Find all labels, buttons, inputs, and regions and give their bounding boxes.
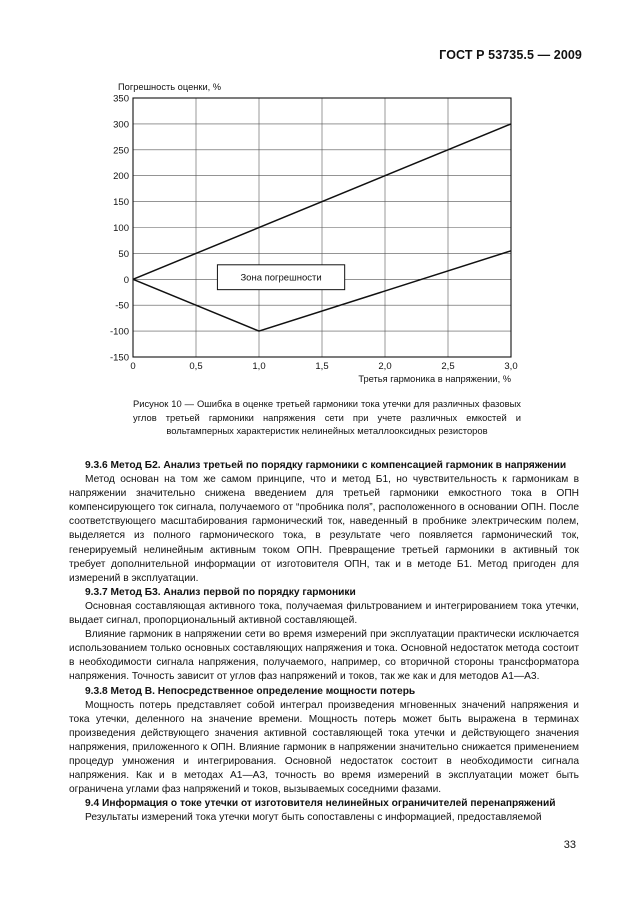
x-tick-label: 2,5 xyxy=(441,361,455,372)
y-tick-label: 0 xyxy=(123,274,129,286)
y-tick-label: 200 xyxy=(113,171,129,183)
y-tick-label: -100 xyxy=(109,326,129,338)
paragraph: Влияние гармоник в напряжении сети во время измерений при эксплуатации практически исключается использованием только основных составляющих напряжения и тока. Основной недостаток метода состоит в необходимости сигнала напряжения, получаемого, например, со вторичной стороны трансформатора напряжения. Точность зависит от углов фаз напряжений и токов, так же как и для методов А1—А3. xyxy=(69,629,579,683)
chart-svg xyxy=(0,0,630,400)
body-text xyxy=(69,459,579,825)
x-tick-label: 1,0 xyxy=(252,361,266,372)
x-tick-label: 0 xyxy=(130,361,136,372)
y-tick-label: 100 xyxy=(113,223,129,234)
figure-caption: Рисунок 10 — Ошибка в оценке третьей гармоники тока утечки для различных фазовых углов третьей гармоники напряжения сети при учете различных емкостей и вольтамперных характеристик нелинейных металлооксидных резисторов xyxy=(133,398,521,437)
section-heading-9-3-6: 9.3.6 Метод Б2. Анализ третьей по порядку гармоники с компенсацией гармоник в напряжении xyxy=(85,460,567,471)
paragraph: Мощность потерь представляет собой интеграл произведения мгновенных значений напряжения и тока утечки, деленного на значение времени. Мощность потерь может быть выражена в терминах произведения действующего значения активной составляющей тока утечки и действующего значения напряжения, приложенного к ОПН. Влияние гармоник в напряжении значительно снижается применением процедур умножения и интегрирования. Основной недостаток состоит в необходимости сигнала напряжения. Как и в методах А1—А3, точность во время измерений в эксплуатации может быть ограничена углами фаз напряжений и токов, вызываемых соседними фазами. xyxy=(69,699,579,796)
figure-10-chart xyxy=(0,0,630,400)
y-tick-label: 300 xyxy=(113,119,129,131)
y-tick-label: 350 xyxy=(113,93,129,105)
x-axis-label: Третья гармоника в напряжении, % xyxy=(358,374,511,384)
x-tick-label: 3,0 xyxy=(504,361,518,372)
y-tick-label: 50 xyxy=(118,248,129,260)
y-tick-label: -150 xyxy=(109,352,129,364)
y-axis-label: Погрешность оценки, % xyxy=(118,82,222,92)
section-heading-9-4: 9.4 Информация о токе утечки от изготовителя нелинейных ограничителей перенапряжений xyxy=(85,798,556,810)
y-tick-label: 250 xyxy=(113,145,129,157)
y-tick-label: 150 xyxy=(113,197,129,209)
section-heading-9-3-7: 9.3.7 Метод Б3. Анализ первой по порядку гармоники xyxy=(85,586,356,598)
section-heading-9-3-8: 9.3.8 Метод В. Непосредственное определение мощности потерь xyxy=(85,685,416,697)
paragraph: Метод основан на том же самом принципе, что и метод Б1, но чувствительность к гармоникам в напряжении значительно снижена введением для третьей гармоники емкостного тока в ОПН компенсирующего ток сигнала, получаемого от “пробника поля”, расположенного в основании ОПН. После соответствующего масштабирования гармонический ток, наведенный в пробнике электрическим полем, выделяется из полного гармонического тока, в результате чего появляется гармонический ток, генерируемый нелинейным активным током ОПН. Превращение третьей гармоники в активный ток требует дополнительной информации от изготовителя ОПН, так и в методе Б1. Метод пригоден для измерений в эксплуатации. xyxy=(69,474,579,584)
document-header: ГОСТ Р 53735.5 — 2009 xyxy=(439,48,582,62)
page-number: 33 xyxy=(563,839,576,851)
paragraph: Основная составляющая активного тока, получаемая фильтрованием и интегрированием тока утечки, выдает сигнал, пропорциональный активной составляющей. xyxy=(69,600,579,627)
x-tick-label: 0,5 xyxy=(189,361,203,372)
annotation-label: Зона погрешности xyxy=(240,272,322,284)
y-tick-label: -50 xyxy=(115,300,129,312)
paragraph: Результаты измерений тока утечки могут быть сопоставлены с информацией, предоставляемой xyxy=(85,812,542,824)
x-tick-label: 2,0 xyxy=(378,361,392,372)
x-tick-label: 1,5 xyxy=(315,361,329,372)
